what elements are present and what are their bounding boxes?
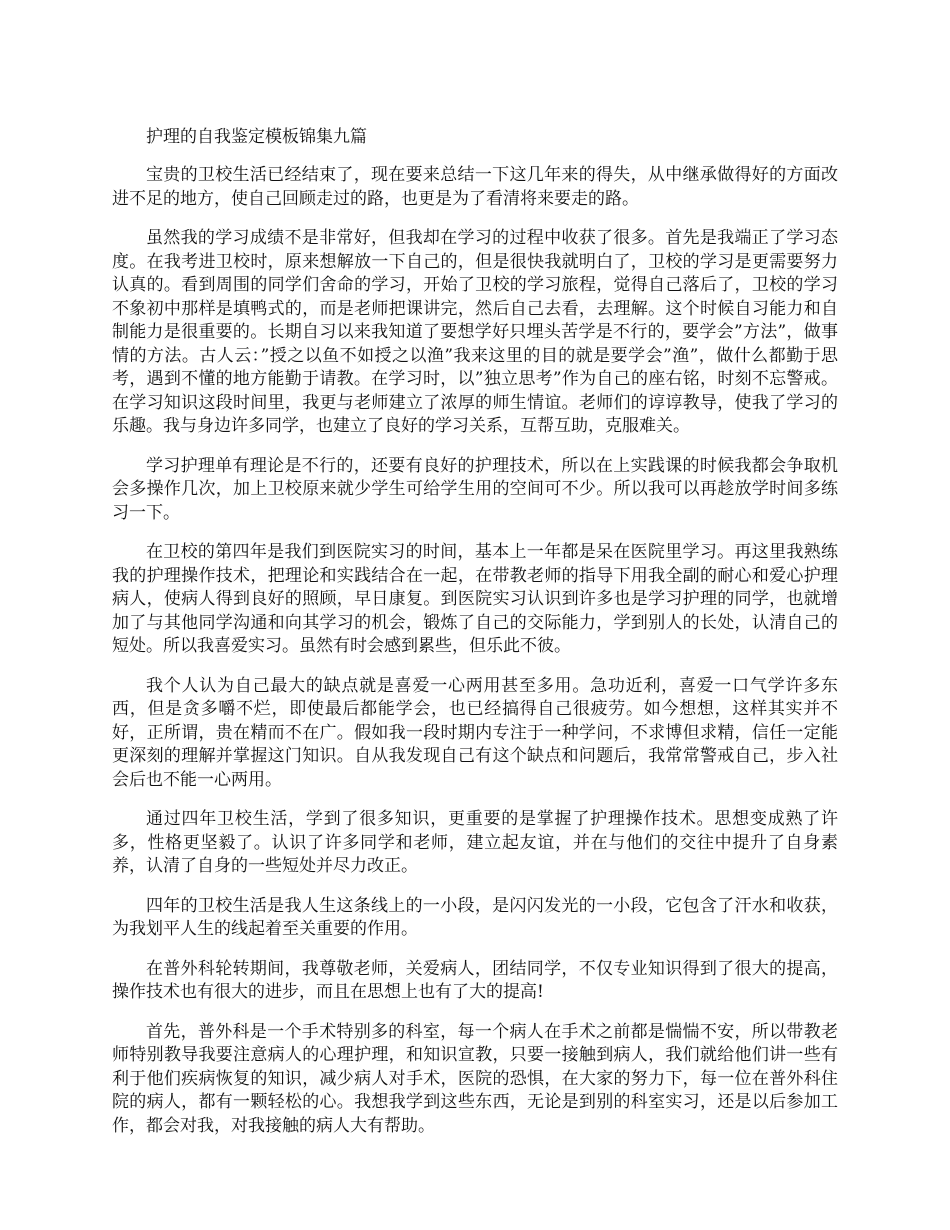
paragraph-9: 首先，普外科是一个手术特别多的科室，每一个病人在手术之前都是惴惴不安，所以带教老师特别教导我要注意病人的心理护理，和知识宣教，只要一接触到病人，我们就给他们讲一些有利于他们疾病恢复的知识，减少病人对手术，医院的恐惧，在大家的努力下，每一位在普外科住院的病人，都有一颗轻松的心。我想我学到这些东西，无论是到别的科室实习，还是以后参加工作，都会对我，对我接触的病人大有帮助。 xyxy=(112,1021,838,1136)
paragraph-7: 四年的卫校生活是我人生这条线上的一小段，是闪闪发光的一小段，它包含了汗水和收获，为我划平人生的线起着至关重要的作用。 xyxy=(112,895,838,939)
paragraph-8: 在普外科轮转期间，我尊敬老师，关爱病人，团结同学，不仅专业知识得到了很大的提高，操作技术也有很大的进步，而且在思想上也有了大的提高! xyxy=(112,958,838,1002)
document-title: 护理的自我鉴定模板锦集九篇 xyxy=(146,127,367,147)
paragraph-1: 宝贵的卫校生活已经结束了，现在要来总结一下这几年来的得失，从中继承做得好的方面改进不足的地方，使自己回顾走过的路，也更是为了看清将来要走的路。 xyxy=(112,165,838,209)
paragraph-3: 学习护理单有理论是不行的，还要有良好的护理技术，所以在上实践课的时候我都会争取机会多操作几次，加上卫校原来就少学生可给学生用的空间可不少。所以我可以再趁放学时间多练习一下。 xyxy=(112,455,838,523)
paragraph-2: 虽然我的学习成绩不是非常好，但我却在学习的过程中收获了很多。首先是我端正了学习态度。在我考进卫校时，原来想解放一下自己的，但是很快我就明白了，卫校的学习是更需要努力认真的。看到周围的同学们舍命的学习，开始了卫校的学习旅程，觉得自己落后了，卫校的学习不象初中那样是填鸭式的，而是老师把课讲完，然后自己去看，去理解。这个时候自习能力和自制能力是很重要的。长期自习以来我知道了要想学好只埋头苦学是不行的，要学会”方法”，做事情的方法。古人云：”授之以鱼不如授之以渔”我来这里的目的就是要学会”渔”，做什么都勤于思考，遇到不懂的地方能勤于请教。在学习时，以”独立思考”作为自己的座右铭，时刻不忘警戒。在学习知识这段时间里，我更与老师建立了浓厚的师生情谊。老师们的谆谆教导，使我了学习的乐趣。我与身边许多同学，也建立了良好的学习关系，互帮互助，克服难关。 xyxy=(112,228,838,436)
paragraph-5: 我个人认为自己最大的缺点就是喜爱一心两用甚至多用。急功近利，喜爱一口气学许多东西，但是贪多嚼不烂，即使最后都能学会，也已经搞得自己很疲劳。如今想想，这样其实并不好，正所谓，贵在精而不在广。假如我一段时期内专注于一种学问，不求博但求精，信任一定能更深刻的理解并掌握这门知识。自从我发现自己有这个缺点和问题后，我常常警戒自己，步入社会后也不能一心两用。 xyxy=(112,675,838,790)
paragraph-4: 在卫校的第四年是我们到医院实习的时间，基本上一年都是呆在医院里学习。再这里我熟练我的护理操作技术，把理论和实践结合在一起，在带教老师的指导下用我全副的耐心和爱心护理病人，使病人得到良好的照顾，早日康复。到医院实习认识到许多也是学习护理的同学，也就增加了与其他同学沟通和向其学习的机会，锻炼了自己的交际能力，学到别人的长处，认清自己的短处。所以我喜爱实习。虽然有时会感到累些，但乐此不彼。 xyxy=(112,542,838,656)
paragraph-6: 通过四年卫校生活，学到了很多知识，更重要的是掌握了护理操作技术。思想变成熟了许多，性格更坚毅了。认识了许多同学和老师，建立起友谊，并在与他们的交往中提升了自身素养，认清了自身的一些短处并尽力改正。 xyxy=(112,809,838,876)
